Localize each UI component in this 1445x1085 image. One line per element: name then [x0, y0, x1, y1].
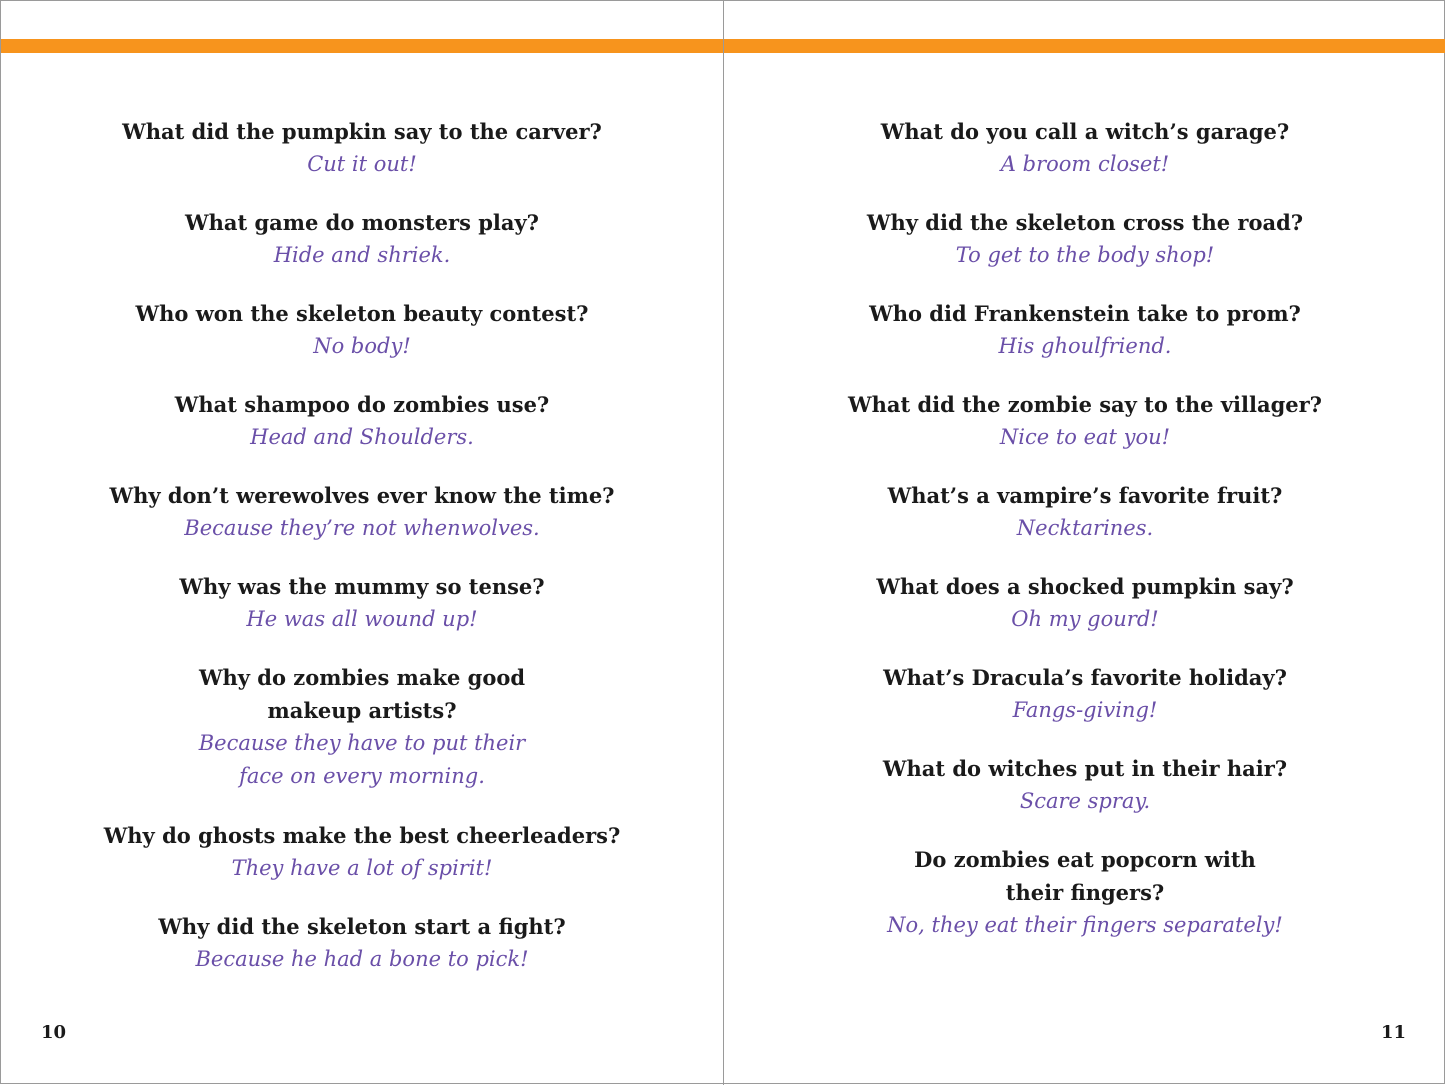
joke-question: What did the pumpkin say to the carver? — [122, 119, 602, 144]
joke-answer: Hide and shriek. — [273, 243, 451, 267]
joke-answer: Cut it out! — [307, 152, 417, 176]
joke-item — [724, 661, 1445, 727]
joke-question: Do zombies eat popcorn with their fingers? — [914, 847, 1256, 905]
joke-answer: They have a lot of spirit! — [231, 856, 493, 880]
right-page — [724, 1, 1445, 1085]
joke-item — [724, 570, 1445, 636]
joke-question: Why do zombies make good makeup artists? — [198, 665, 526, 723]
page-number: 11 — [1380, 1022, 1406, 1043]
joke-answer: A broom closet! — [1000, 152, 1170, 176]
joke-answer: His ghoulfriend. — [998, 334, 1172, 358]
joke-answer: Necktarines. — [1016, 516, 1154, 540]
joke-question: Why do ghosts make the best cheerleaders? — [103, 823, 621, 848]
page-number: 10 — [41, 1022, 67, 1043]
joke-item — [1, 297, 723, 363]
joke-answer: Because they’re not whenwolves. — [184, 516, 540, 540]
joke-question: Why did the skeleton start a fight? — [158, 914, 566, 939]
joke-question: What’s a vampire’s favorite fruit? — [887, 483, 1283, 508]
joke-item — [1, 479, 723, 545]
joke-question: Who did Frankenstein take to prom? — [869, 301, 1301, 326]
joke-item — [1, 388, 723, 454]
joke-question: Who won the skeleton beauty contest? — [135, 301, 589, 326]
joke-item — [1, 115, 723, 181]
joke-answer: No, they eat their fingers separately! — [887, 913, 1283, 937]
joke-item — [724, 115, 1445, 181]
joke-answer: To get to the body shop! — [955, 243, 1215, 267]
joke-item — [724, 206, 1445, 272]
joke-question: What did the zombie say to the villager? — [847, 392, 1322, 417]
joke-item — [724, 388, 1445, 454]
joke-question: Why did the skeleton cross the road? — [866, 210, 1304, 235]
joke-question: Why was the mummy so tense? — [179, 574, 545, 599]
joke-item — [724, 479, 1445, 545]
joke-answer: Scare spray. — [1019, 789, 1151, 813]
joke-question: Why don’t werewolves ever know the time? — [109, 483, 615, 508]
joke-question: What do witches put in their hair? — [882, 756, 1288, 781]
joke-question: What do you call a witch’s garage? — [880, 119, 1290, 144]
joke-answer: Oh my gourd! — [1011, 607, 1159, 631]
joke-item — [724, 843, 1445, 942]
joke-answer: Because he had a bone to pick! — [195, 947, 529, 971]
joke-answer: Because they have to put their face on every morning. — [198, 731, 526, 788]
joke-item — [1, 661, 723, 793]
joke-item — [724, 752, 1445, 818]
joke-question: What game do monsters play? — [184, 210, 539, 235]
header-accent-bar — [1, 39, 723, 53]
joke-question: What’s Dracula’s favorite holiday? — [883, 665, 1287, 690]
header-accent-bar — [724, 39, 1445, 53]
joke-answer: No body! — [313, 334, 411, 358]
joke-question: What shampoo do zombies use? — [174, 392, 550, 417]
joke-question: What does a shocked pumpkin say? — [876, 574, 1294, 599]
joke-item — [1, 910, 723, 976]
joke-answer: He was all wound up! — [246, 607, 478, 631]
joke-answer: Nice to eat you! — [999, 425, 1171, 449]
joke-item — [1, 206, 723, 272]
joke-answer: Head and Shoulders. — [250, 425, 474, 449]
joke-item — [1, 819, 723, 885]
joke-item — [724, 297, 1445, 363]
joke-item — [1, 570, 723, 636]
joke-answer: Fangs-giving! — [1012, 698, 1158, 722]
left-page — [1, 1, 723, 1085]
